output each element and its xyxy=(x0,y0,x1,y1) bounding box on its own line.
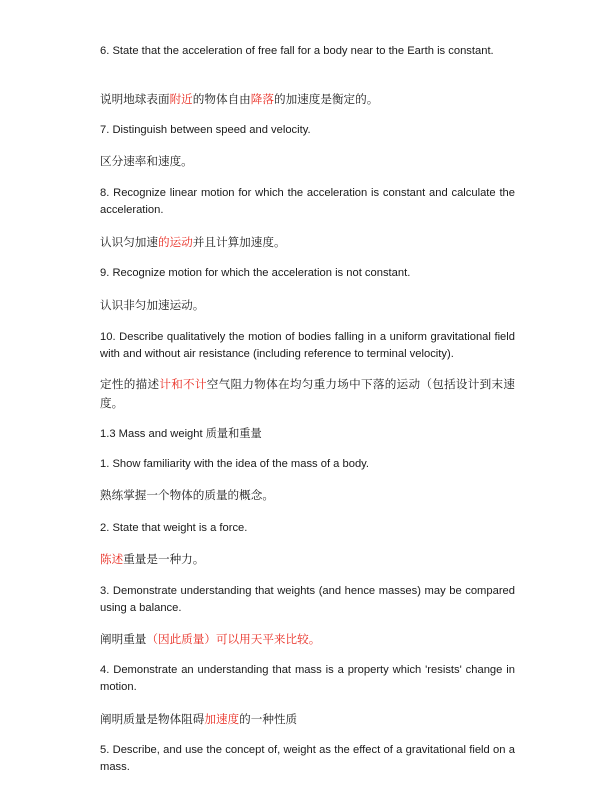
text-segment: 认识匀加速 xyxy=(100,235,158,249)
text-segment: 并且计算加速度。 xyxy=(192,235,286,249)
paragraph-text xyxy=(71,296,515,315)
item-6-cn xyxy=(71,90,515,109)
highlighted-text: 计和不计 xyxy=(159,377,207,391)
text-segment: 的物体自由 xyxy=(192,92,251,106)
item-9-cn xyxy=(71,296,515,315)
item-7-cn xyxy=(71,152,515,171)
text-segment: 阐明质量是物体阻碍 xyxy=(100,712,205,726)
item-10-en xyxy=(71,329,515,363)
item-m2-cn xyxy=(71,550,515,569)
paragraph-text: 2. State that weight is a force. xyxy=(100,522,248,534)
item-m4-en xyxy=(71,662,515,696)
paragraph-text: 6. State that the acceleration of free fall for a body near to the Earth is constant. xyxy=(100,45,494,57)
paragraph-text: 3. Demonstrate understanding that weights (and hence masses) may be compared using a balance. xyxy=(100,585,515,614)
text-segment: 定性的描述 xyxy=(100,377,160,391)
item-m1-cn xyxy=(71,486,515,505)
item-m5-en xyxy=(71,742,515,776)
highlighted-text: （因此质量）可以用天平来比较。 xyxy=(146,632,321,646)
section-heading-mass-weight xyxy=(71,426,515,443)
item-m4-cn xyxy=(71,710,515,729)
highlighted-text: 降落 xyxy=(250,92,274,106)
text-segment: 熟练掌握一个物体的质量的概念。 xyxy=(100,488,274,502)
paragraph-text: 8. Recognize linear motion for which the acceleration is constant and calculate the acceleration. xyxy=(100,187,515,216)
paragraph-text xyxy=(71,375,515,413)
text-segment: 认识非匀加速运动。 xyxy=(100,298,205,312)
item-m1-en xyxy=(71,456,515,473)
paragraph-text: 4. Demonstrate an understanding that mass is a property which 'resists' change in motion. xyxy=(100,664,515,693)
paragraph-text xyxy=(71,233,515,252)
paragraph-text xyxy=(71,152,515,171)
item-6-en xyxy=(71,43,515,60)
paragraph-text xyxy=(71,90,515,109)
paragraph-text: 9. Recognize motion for which the acceleration is not constant. xyxy=(100,267,411,279)
item-10-cn xyxy=(71,375,515,413)
highlighted-text: 附近 xyxy=(169,92,193,106)
text-segment: 区分速率和速度。 xyxy=(100,154,193,168)
text-segment: 的加速度是衡定的。 xyxy=(273,92,379,106)
paragraph-text xyxy=(71,630,515,649)
item-m3-en xyxy=(71,583,515,617)
paragraph-text xyxy=(71,710,515,729)
highlighted-text: 的运动 xyxy=(157,235,193,249)
paragraph-text: 7. Distinguish between speed and velocity. xyxy=(100,124,311,136)
item-m2-en xyxy=(71,520,515,537)
item-8-cn xyxy=(71,233,515,252)
item-m3-cn xyxy=(71,630,515,649)
text-segment: 重量是一种力。 xyxy=(123,552,205,566)
item-9-en xyxy=(71,265,515,282)
paragraph-text: 5. Describe, and use the concept of, weight as the effect of a gravitational field on a mass. xyxy=(100,744,515,773)
paragraph-text xyxy=(71,486,515,505)
highlighted-text: 加速度 xyxy=(204,712,240,726)
paragraph-text: 10. Describe qualitatively the motion of bodies falling in a uniform gravitational field with and without air resistance (including reference to terminal velocity). xyxy=(100,331,515,360)
text-segment: 的一种性质 xyxy=(239,712,298,726)
paragraph-text: 1. Show familiarity with the idea of the mass of a body. xyxy=(100,458,370,470)
text-segment: 空气阻力物体在均匀重力场中下落的运动（包括设计到末速度。 xyxy=(100,377,515,410)
text-segment: 阐明重量 xyxy=(100,632,147,646)
item-8-en xyxy=(71,185,515,219)
item-7-en xyxy=(71,122,515,139)
highlighted-text: 陈述 xyxy=(100,552,124,566)
paragraph-text xyxy=(71,550,515,569)
heading-text: 1.3 Mass and weight 质量和重量 xyxy=(100,428,262,440)
text-segment: 说明地球表面 xyxy=(100,92,170,106)
